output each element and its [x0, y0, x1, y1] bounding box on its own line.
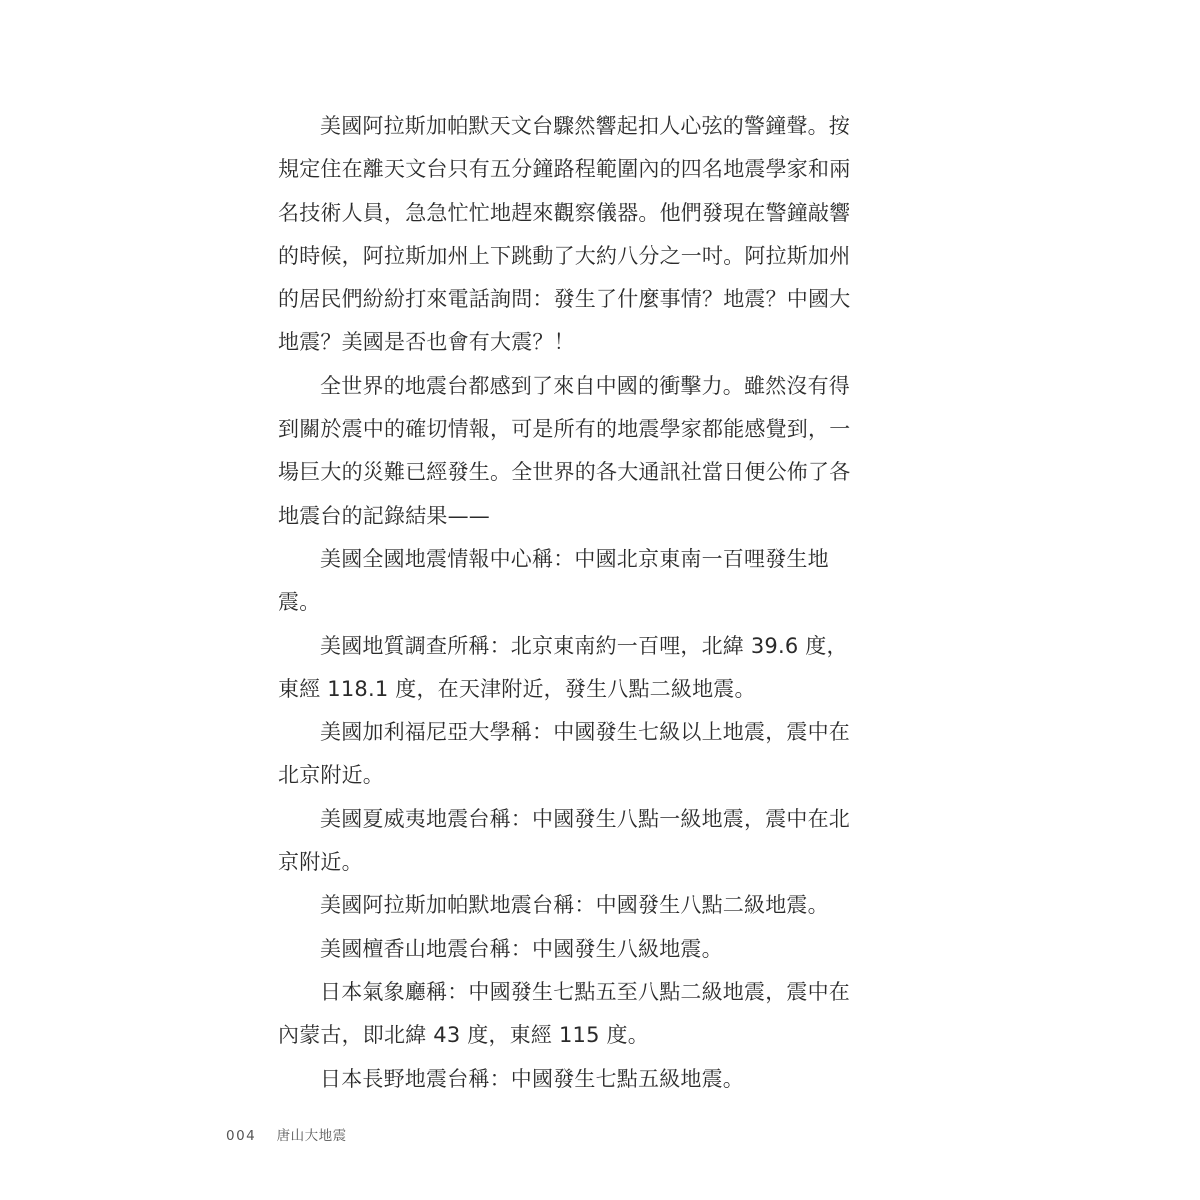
- text-line: 美國夏威夷地震台稱：中國發生八點一級地震，震中在北: [320, 806, 850, 831]
- text-line: 日本長野地震台稱：中國發生七點五級地震。: [320, 1066, 744, 1091]
- text-line: 東經 118.1 度，在天津附近，發生八點二級地震。: [278, 676, 756, 701]
- body-text: [278, 105, 851, 1101]
- text-line: 美國檀香山地震台稱：中國發生八級地震。: [320, 936, 723, 961]
- text-line: 全世界的地震台都感到了來自中國的衝擊力。雖然沒有得: [320, 373, 850, 398]
- text-line: 的居民們紛紛打來電話詢問：發生了什麼事情？地震？中國大: [278, 287, 851, 312]
- text-line: 內蒙古，即北緯 43 度，東經 115 度。: [278, 1023, 649, 1048]
- text-line: 美國加利福尼亞大學稱：中國發生七級以上地震，震中在: [320, 720, 850, 745]
- text-line: 美國阿拉斯加帕默地震台稱：中國發生八點二級地震。: [320, 893, 829, 918]
- text-line: 到關於震中的確切情報，可是所有的地震學家都能感覺到，一: [278, 417, 851, 442]
- text-line: 地震？美國是否也會有大震？！: [278, 330, 575, 355]
- text-line: 北京附近。: [278, 763, 384, 788]
- text-line: 日本氣象廳稱：中國發生七點五至八點二級地震，震中在: [320, 979, 850, 1004]
- text-line: 美國地質調查所稱：北京東南約一百哩，北緯 39.6 度，: [320, 633, 848, 658]
- page-number: 004: [226, 1128, 257, 1144]
- text-line: 名技術人員，急急忙忙地趕來觀察儀器。他們發現在警鐘敲響: [278, 200, 851, 225]
- book-title: 唐山大地震: [276, 1128, 347, 1144]
- text-line: 地震台的記錄結果——: [278, 503, 490, 528]
- text-line: 場巨大的災難已經發生。全世界的各大通訊社當日便公佈了各: [278, 460, 851, 485]
- text-line: 規定住在離天文台只有五分鐘路程範圍內的四名地震學家和兩: [278, 157, 851, 182]
- text-line: 震。: [278, 590, 321, 615]
- text-line: 美國全國地震情報中心稱：中國北京東南一百哩發生地: [320, 546, 829, 571]
- page-footer: [226, 1124, 347, 1144]
- text-line: 京附近。: [278, 850, 363, 875]
- text-line: 美國阿拉斯加帕默天文台驟然響起扣人心弦的警鐘聲。按: [320, 114, 850, 138]
- text-line: 的時候，阿拉斯加州上下跳動了大約八分之一吋。阿拉斯加州: [278, 243, 851, 268]
